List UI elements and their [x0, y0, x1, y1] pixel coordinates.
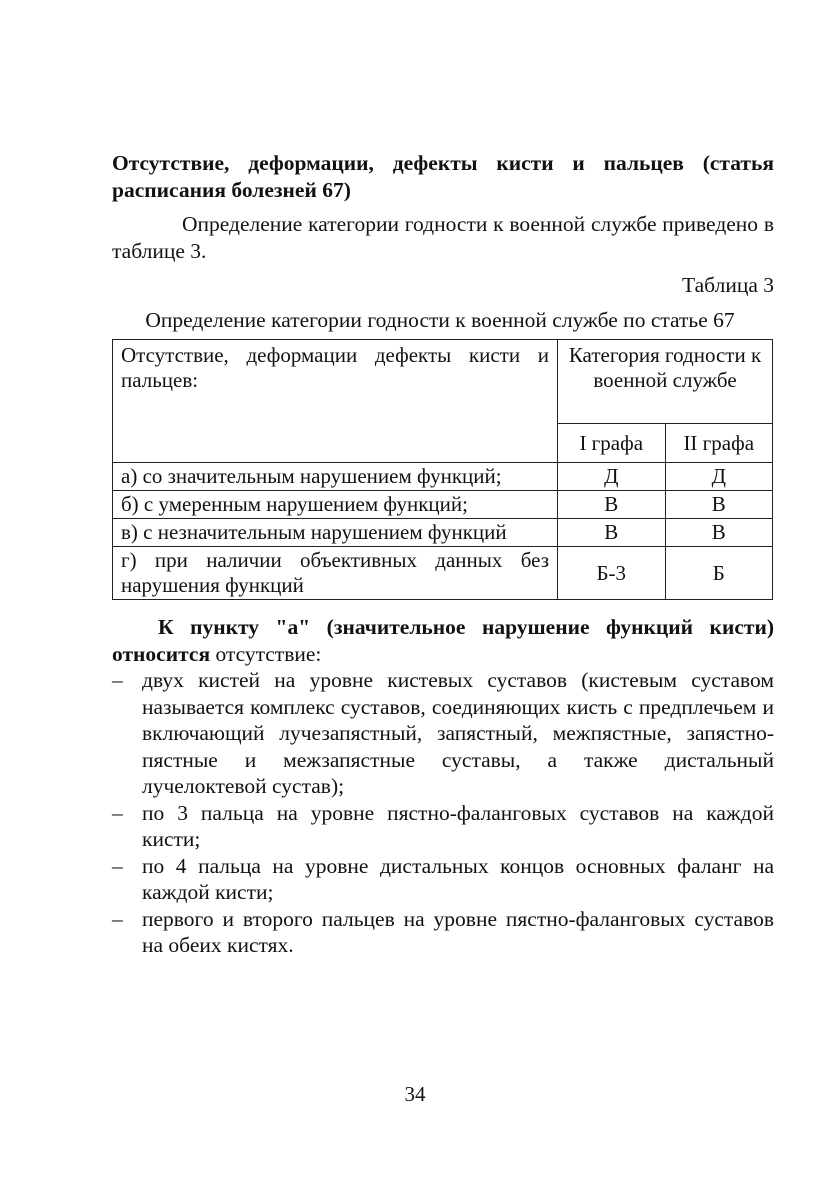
table-row: [113, 491, 773, 519]
row-label: б) с умеренным нарушением функций;: [113, 491, 558, 519]
list-item-text: по 3 пальца на уровне пястно-фаланговых суставов на каждой кисти;: [142, 800, 774, 851]
paragraph-point-a-bold: К пункту "а" (значительное нарушение функций кисти) относится: [112, 615, 774, 666]
row-grade-2: В: [665, 519, 773, 547]
table-title: Определение категории годности к военной службе по статье 67: [145, 307, 735, 332]
row-grade-2: Б: [665, 547, 773, 600]
page-number: 34: [404, 1082, 426, 1106]
table-row: [113, 519, 773, 547]
category-table: [112, 339, 773, 600]
section-heading: Отсутствие, деформации, дефекты кисти и пальцев (статья расписания болезней 67): [112, 151, 774, 202]
row-grade-2: В: [665, 491, 773, 519]
dash-marker: –: [112, 906, 123, 931]
list-item: [112, 906, 774, 959]
dash-marker: –: [112, 668, 123, 692]
document-page: [112, 140, 774, 959]
table-label: Таблица 3: [682, 273, 774, 297]
absence-list: [112, 667, 774, 959]
row-grade-1: В: [558, 519, 666, 547]
paragraph-point-a-rest: отсутствие:: [210, 641, 322, 666]
intro-paragraph: Определение категории годности к военной службе приведено в таблице 3.: [112, 212, 774, 263]
header-condition-cell: Отсутствие, деформации дефекты кисти и пальцев:: [113, 340, 558, 463]
list-item-text: двух кистей на уровне кистевых суставов (кистевым суставом называется комплекс суставов, соединяющих кисть с предплечьем и включающий лучезапястный, запястный, межпястные, запястно-пястные и межзапястные суставы, а также дистальный лучелоктевой сустав);: [142, 668, 774, 798]
header-category-cell: Категория годности к военной службе: [558, 340, 773, 424]
row-grade-1: Б-3: [558, 547, 666, 600]
header-col-1: I графа: [558, 424, 666, 463]
paragraph-point-a: [112, 614, 774, 667]
dash-marker: –: [112, 800, 123, 825]
row-grade-1: Д: [558, 463, 666, 491]
row-label: г) при наличии объективных данных без нарушения функций: [113, 547, 558, 600]
list-item: [112, 853, 774, 906]
row-label: в) с незначительным нарушением функций: [113, 519, 558, 547]
row-grade-1: В: [558, 491, 666, 519]
list-item-text: по 4 пальца на уровне дистальных концов основных фаланг на каждой кисти;: [142, 853, 774, 904]
table-row: [113, 547, 773, 600]
header-col-2: II графа: [665, 424, 773, 463]
dash-marker: –: [112, 853, 123, 878]
row-grade-2: Д: [665, 463, 773, 491]
table-row: [113, 463, 773, 491]
list-item-text: первого и второго пальцев на уровне пястно-фаланговых суставов на обеих кистях.: [142, 906, 774, 957]
list-item: [112, 667, 774, 800]
table-header-row: [113, 340, 773, 424]
row-label: а) со значительным нарушением функций;: [113, 463, 558, 491]
list-item: [112, 800, 774, 853]
